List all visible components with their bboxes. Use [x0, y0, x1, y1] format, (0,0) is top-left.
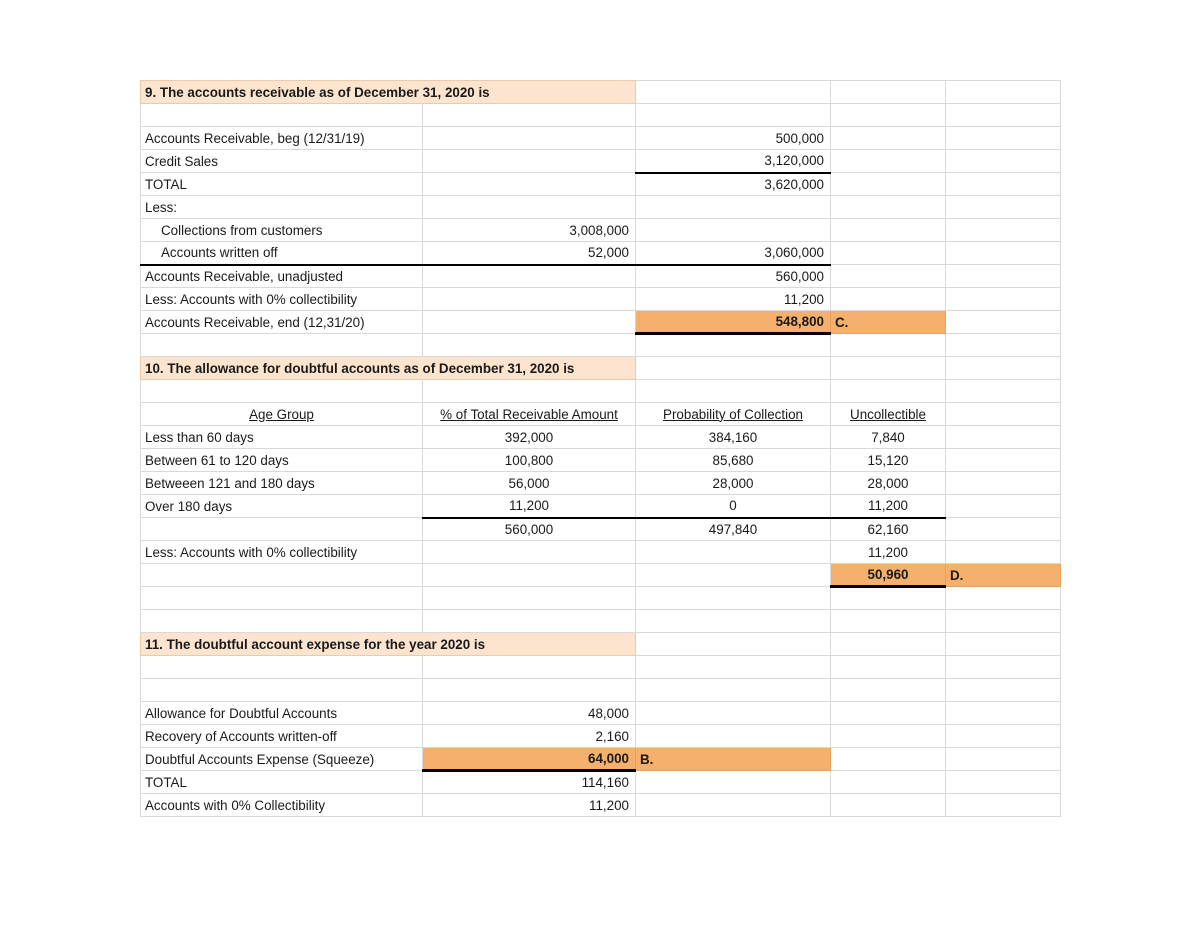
q9-unadjusted-label[interactable]: Accounts Receivable, unadjusted [141, 265, 423, 288]
cell[interactable] [946, 449, 1061, 472]
q9-credit-sales-label[interactable]: Credit Sales [141, 150, 423, 173]
cell[interactable] [141, 518, 423, 541]
q10-age[interactable]: Less than 60 days [141, 426, 423, 449]
cell[interactable] [946, 518, 1061, 541]
q9-zero-coll-row [141, 288, 1061, 311]
cell[interactable] [946, 725, 1061, 748]
q9-total-row [141, 173, 1061, 196]
answer-d-label: D. [950, 567, 964, 583]
cell[interactable] [831, 173, 946, 196]
cell[interactable] [636, 702, 831, 725]
q9-title-row [141, 81, 1061, 104]
table-row [141, 426, 1061, 449]
cell[interactable] [141, 587, 423, 610]
cell[interactable] [423, 610, 636, 633]
cell[interactable] [636, 656, 831, 679]
cell[interactable] [946, 127, 1061, 150]
cell[interactable] [636, 587, 831, 610]
cell[interactable] [423, 104, 636, 127]
q10-amount[interactable]: 392,000 [423, 426, 636, 449]
q11-allowance-row [141, 702, 1061, 725]
cell[interactable] [141, 380, 423, 403]
q11-allowance-value[interactable]: 48,000 [423, 702, 636, 725]
cell[interactable] [831, 587, 946, 610]
q10-age[interactable]: Over 180 days [141, 495, 423, 518]
cell[interactable] [831, 288, 946, 311]
cell[interactable] [141, 679, 423, 702]
q11-total-row [141, 771, 1061, 794]
q9-written-off-label[interactable]: Accounts written off [141, 242, 423, 265]
cell[interactable] [946, 426, 1061, 449]
cell[interactable] [423, 265, 636, 288]
q9-ar-end-value[interactable]: 548,800 [636, 311, 831, 334]
q9-credit-sales-row [141, 150, 1061, 173]
cell[interactable] [946, 311, 1061, 334]
q11-answer-marker[interactable] [636, 748, 831, 771]
cell[interactable] [636, 679, 831, 702]
q9-written-off-row [141, 242, 1061, 265]
q11-expense-label[interactable]: Doubtful Accounts Expense (Squeeze) [141, 748, 423, 771]
cell[interactable] [141, 334, 423, 357]
cell[interactable] [946, 679, 1061, 702]
cell[interactable] [946, 771, 1061, 794]
q10-result-row [141, 564, 1061, 587]
q9-ar-end-row [141, 311, 1061, 334]
q10-less-zero-value[interactable]: 11,200 [831, 541, 946, 564]
q11-zero-coll-label[interactable]: Accounts with 0% Collectibility [141, 794, 423, 817]
q10-prob[interactable]: 85,680 [636, 449, 831, 472]
q11-title[interactable]: 11. The doubtful account expense for the year 2020 is [141, 633, 636, 656]
q11-allowance-label[interactable]: Allowance for Doubtful Accounts [141, 702, 423, 725]
q9-less-row [141, 196, 1061, 219]
cell[interactable] [831, 702, 946, 725]
cell[interactable] [831, 610, 946, 633]
cell[interactable] [423, 311, 636, 334]
cell[interactable] [423, 196, 636, 219]
q10-age[interactable]: Between 61 to 120 days [141, 449, 423, 472]
cell[interactable] [946, 196, 1061, 219]
cell[interactable] [946, 357, 1061, 380]
cell[interactable] [423, 127, 636, 150]
cell[interactable] [636, 334, 831, 357]
cell[interactable] [946, 173, 1061, 196]
q9-ar-beg-row [141, 127, 1061, 150]
cell[interactable] [946, 242, 1061, 265]
cell[interactable] [831, 380, 946, 403]
cell[interactable] [831, 656, 946, 679]
cell[interactable] [636, 794, 831, 817]
cell[interactable] [636, 541, 831, 564]
cell[interactable] [423, 173, 636, 196]
q9-title[interactable]: 9. The accounts receivable as of December 31, 2020 is [141, 81, 636, 104]
cell[interactable] [831, 150, 946, 173]
q10-title[interactable]: 10. The allowance for doubtful accounts as of December 31, 2020 is [141, 357, 636, 380]
cell[interactable] [636, 633, 831, 656]
q9-ar-end-label[interactable]: Accounts Receivable, end (12,31/20) [141, 311, 423, 334]
cell[interactable] [946, 219, 1061, 242]
q10-totals-row [141, 518, 1061, 541]
table-row [141, 472, 1061, 495]
cell[interactable] [636, 357, 831, 380]
cell[interactable] [141, 656, 423, 679]
cell[interactable] [831, 771, 946, 794]
cell[interactable] [423, 380, 636, 403]
cell[interactable] [423, 150, 636, 173]
q11-expense-row [141, 748, 1061, 771]
q9-zero-coll-label[interactable]: Less: Accounts with 0% collectibility [141, 288, 423, 311]
cell[interactable] [636, 104, 831, 127]
cell[interactable] [946, 748, 1061, 771]
cell[interactable] [423, 288, 636, 311]
blank-row [141, 334, 1061, 357]
q10-header-probability[interactable]: Probability of Collection [636, 403, 831, 426]
blank-row [141, 679, 1061, 702]
q11-expense-value[interactable]: 64,000 [423, 748, 636, 771]
blank-row [141, 380, 1061, 403]
q10-less-zero-label[interactable]: Less: Accounts with 0% collectibility [141, 541, 423, 564]
q10-uncoll[interactable]: 15,120 [831, 449, 946, 472]
cell[interactable] [946, 587, 1061, 610]
cell[interactable] [946, 81, 1061, 104]
table-row [141, 495, 1061, 518]
q11-title-row [141, 633, 1061, 656]
q10-age[interactable]: Betweeen 121 and 180 days [141, 472, 423, 495]
cell[interactable] [636, 380, 831, 403]
q11-total-value[interactable]: 114,160 [423, 771, 636, 794]
cell[interactable] [636, 725, 831, 748]
q9-collections-value[interactable]: 3,008,000 [423, 219, 636, 242]
cell[interactable] [946, 265, 1061, 288]
q10-amount[interactable]: 11,200 [423, 495, 636, 518]
cell[interactable] [141, 610, 423, 633]
q10-header-row [141, 403, 1061, 426]
q9-total-label[interactable]: TOTAL [141, 173, 423, 196]
cell[interactable] [946, 610, 1061, 633]
cell[interactable] [831, 633, 946, 656]
cell[interactable] [423, 587, 636, 610]
q9-answer-marker[interactable] [831, 311, 946, 334]
cell[interactable] [636, 219, 831, 242]
cell[interactable] [423, 656, 636, 679]
q9-collections-row [141, 219, 1061, 242]
cell[interactable] [831, 81, 946, 104]
q9-total-value[interactable]: 3,620,000 [636, 173, 831, 196]
q10-less-zero-row [141, 541, 1061, 564]
cell[interactable] [946, 150, 1061, 173]
q10-prob[interactable]: 0 [636, 495, 831, 518]
cell[interactable] [946, 380, 1061, 403]
cell[interactable] [946, 541, 1061, 564]
cell[interactable] [423, 541, 636, 564]
cell[interactable] [831, 794, 946, 817]
q11-recovery-row [141, 725, 1061, 748]
q11-recovery-label[interactable]: Recovery of Accounts written-off [141, 725, 423, 748]
cell[interactable] [141, 564, 423, 587]
q9-written-off-value[interactable]: 52,000 [423, 242, 636, 265]
cell[interactable] [141, 104, 423, 127]
q10-answer-marker[interactable] [946, 564, 1061, 587]
cell[interactable] [831, 219, 946, 242]
cell[interactable] [423, 679, 636, 702]
blank-row [141, 656, 1061, 679]
cell[interactable] [636, 196, 831, 219]
worksheet-grid [140, 80, 1061, 817]
cell[interactable] [831, 679, 946, 702]
q10-total-uncoll[interactable]: 62,160 [831, 518, 946, 541]
q10-amount[interactable]: 100,800 [423, 449, 636, 472]
cell[interactable] [946, 472, 1061, 495]
answer-c-label: C. [835, 314, 849, 330]
cell[interactable] [946, 288, 1061, 311]
cell[interactable] [831, 265, 946, 288]
cell[interactable] [831, 242, 946, 265]
cell[interactable] [636, 771, 831, 794]
cell[interactable] [423, 564, 636, 587]
cell[interactable] [831, 196, 946, 219]
q9-unadjusted-value[interactable]: 560,000 [636, 265, 831, 288]
q11-recovery-value[interactable]: 2,160 [423, 725, 636, 748]
answer-b-label: B. [640, 751, 654, 767]
cell[interactable] [831, 725, 946, 748]
cell[interactable] [946, 794, 1061, 817]
cell[interactable] [831, 357, 946, 380]
cell[interactable] [831, 127, 946, 150]
cell[interactable] [946, 104, 1061, 127]
q10-uncoll[interactable]: 7,840 [831, 426, 946, 449]
q10-amount[interactable]: 56,000 [423, 472, 636, 495]
q10-header-pct-total[interactable]: % of Total Receivable Amount [423, 403, 636, 426]
table-row [141, 449, 1061, 472]
q10-prob[interactable]: 384,160 [636, 426, 831, 449]
cell[interactable] [636, 610, 831, 633]
cell[interactable] [946, 702, 1061, 725]
q9-ar-beg-label[interactable]: Accounts Receivable, beg (12/31/19) [141, 127, 423, 150]
q9-zero-coll-value[interactable]: 11,200 [636, 288, 831, 311]
q9-credit-sales-value[interactable]: 3,120,000 [636, 150, 831, 173]
q9-ar-beg-value[interactable]: 500,000 [636, 127, 831, 150]
cell[interactable] [636, 564, 831, 587]
q10-total-prob[interactable]: 497,840 [636, 518, 831, 541]
spreadsheet [140, 80, 1060, 817]
cell[interactable] [946, 334, 1061, 357]
q10-total-amount[interactable]: 560,000 [423, 518, 636, 541]
q11-zero-coll-value[interactable]: 11,200 [423, 794, 636, 817]
q10-header-uncollectible[interactable]: Uncollectible [831, 403, 946, 426]
q9-unadjusted-row [141, 265, 1061, 288]
q10-result-value[interactable]: 50,960 [831, 564, 946, 587]
q9-collections-label[interactable]: Collections from customers [141, 219, 423, 242]
cell[interactable] [946, 403, 1061, 426]
q11-total-label[interactable]: TOTAL [141, 771, 423, 794]
q10-prob[interactable]: 28,000 [636, 472, 831, 495]
blank-row [141, 104, 1061, 127]
q9-less-label[interactable]: Less: [141, 196, 423, 219]
q10-title-row [141, 357, 1061, 380]
cell[interactable] [946, 495, 1061, 518]
cell[interactable] [946, 633, 1061, 656]
q10-uncoll[interactable]: 28,000 [831, 472, 946, 495]
cell[interactable] [831, 748, 946, 771]
cell[interactable] [831, 104, 946, 127]
q10-header-age-group[interactable]: Age Group [141, 403, 423, 426]
blank-row [141, 610, 1061, 633]
q9-written-off-sum[interactable]: 3,060,000 [636, 242, 831, 265]
blank-row [141, 587, 1061, 610]
q11-zero-coll-row [141, 794, 1061, 817]
q10-uncoll[interactable]: 11,200 [831, 495, 946, 518]
cell[interactable] [831, 334, 946, 357]
cell[interactable] [636, 81, 831, 104]
cell[interactable] [423, 334, 636, 357]
cell[interactable] [946, 656, 1061, 679]
